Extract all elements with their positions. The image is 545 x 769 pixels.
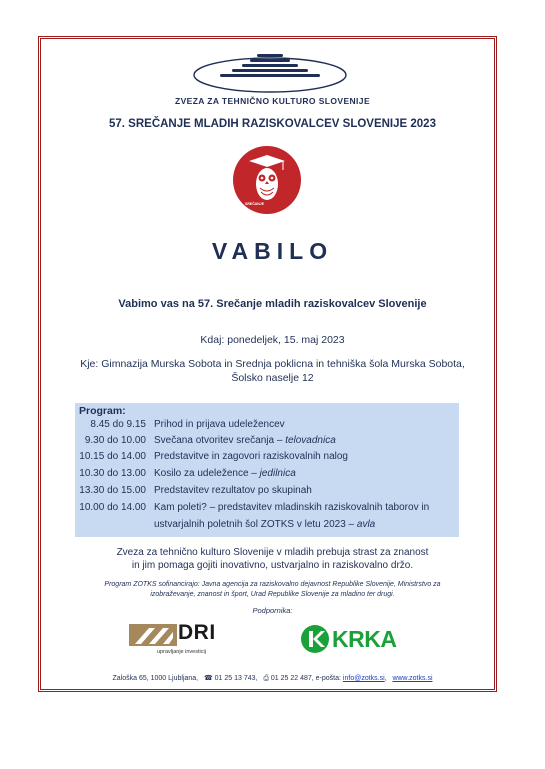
owl-badge-logo: [233, 146, 301, 214]
event-date: Kdaj: ponedeljek, 15. maj 2023: [200, 334, 345, 346]
footer-fax: 01 25 22 487,: [270, 675, 314, 682]
program-time: 9.30 do 10.00: [84, 435, 146, 446]
event-location-line-1: Kje: Gimnazija Murska Sobota in Srednja poklicna in tehniška šola Murska Sobota,: [80, 358, 465, 370]
program-time: 10.15 do 14.00: [79, 451, 146, 462]
program-label: Program:: [79, 405, 126, 417]
website-link[interactable]: www.zotks.si: [392, 675, 433, 682]
dri-subtitle: upravljanje investicij: [157, 649, 206, 655]
dri-name: DRI: [178, 621, 216, 644]
program-location: telovadnica: [285, 435, 336, 446]
dri-mark-icon: [129, 624, 177, 648]
invitation-heading: VABILO: [211, 238, 334, 264]
program-time: 8.45 do 9.15: [90, 419, 146, 430]
invitation-text: Vabimo vas na 57. Srečanje mladih raziskovalcev Slovenije: [118, 298, 427, 310]
email-link[interactable]: info@zotks.si: [342, 675, 385, 682]
krka-mark-icon: [300, 624, 330, 654]
program-item: Predstavitev rezultatov po skupinah: [154, 485, 312, 496]
program-item: Kosilo za udeležence – jedilnica: [154, 468, 296, 479]
program-time: 10.00 do 14.00: [79, 502, 146, 513]
program-time: 13.30 do 15.00: [79, 485, 146, 496]
dri-logo: [129, 622, 239, 658]
footer-contact: Zaloška 65, 1000 Ljubljana, ☎ 01 25 13 743, ⎙ 01 25 22 487, e-pošta: info@zotks.si, www.zotks.si: [112, 675, 433, 682]
program-box: [75, 403, 459, 537]
phone-icon: ☎: [203, 675, 213, 682]
footer-address: Zaloška 65, 1000 Ljubljana,: [112, 675, 199, 682]
program-item: Svečana otvoritev srečanja – telovadnica: [154, 435, 336, 446]
event-location-line-2: Šolsko naselje 12: [231, 372, 314, 384]
krka-name: KRKA: [332, 626, 397, 652]
program-location: avla: [356, 519, 376, 530]
program-item: Kam poleti? – predstavitev mladinskih raziskovalnih taborov in: [154, 502, 430, 513]
krka-logo: [300, 624, 410, 656]
program-location: jedilnica: [259, 468, 296, 479]
event-title: 57. SREČANJE MLADIH RAZISKOVALCEV SLOVENIJE 2023: [109, 118, 436, 130]
zotks-logo: [190, 52, 350, 94]
org-name: ZVEZA ZA TEHNIČNO KULTURO SLOVENIJE: [174, 96, 371, 106]
footer-email-label: e-pošta:: [315, 675, 341, 682]
program-time: 10.30 do 13.00: [79, 468, 146, 479]
program-item: Prihod in prijava udeležencev: [154, 419, 285, 430]
footer-phone: 01 25 13 743,: [214, 675, 258, 682]
event-location: [0, 357, 545, 385]
program-item: ustvarjalnih poletnih šol ZOTKS v letu 2023 – avla: [154, 519, 376, 530]
program-item: Predstavitve in zagovori raziskovalnih nalog: [154, 451, 348, 462]
mission-statement: Zveza za tehnično kulturo Slovenije v mladih prebuja strast za znanost in jim pomaga gojiti inovativno, ustvarjalno in raziskovalno držo.: [116, 547, 429, 571]
sponsors-label: Podpornika:: [252, 606, 293, 615]
fax-icon: ⎙: [263, 675, 269, 682]
owl-icon: [233, 146, 301, 214]
badge-caption: SREČANJE: [245, 202, 265, 206]
funding-note: Program ZOTKS sofinancirajo: Javna agencija za raziskovalno dejavnost Republike Slovenije, Ministrstvo za izobraževanje, znanost in šport, Urad Republike Slovenije za mladino ter drugi.: [104, 581, 441, 598]
